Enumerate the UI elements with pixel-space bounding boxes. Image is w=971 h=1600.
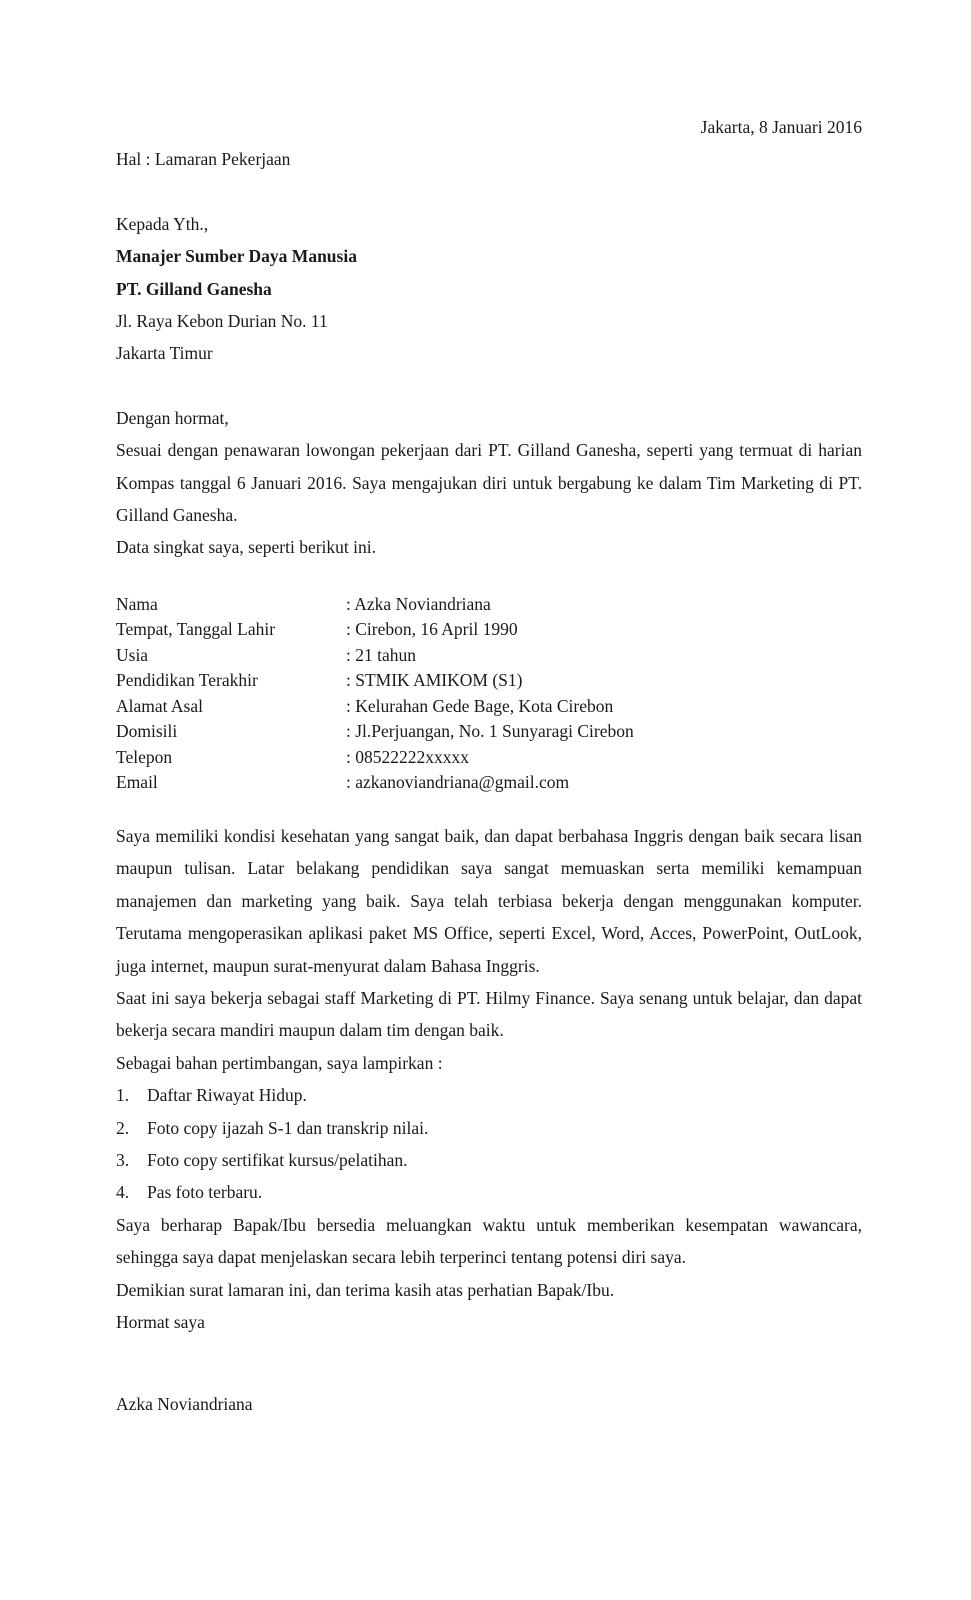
spacer (116, 564, 862, 592)
personal-data-value: : 21 tahun (346, 644, 416, 665)
personal-data-label: Email (116, 772, 158, 793)
closing-paragraph: Demikian surat lamaran ini, dan terima kasih atas perhatian Bapak/Ibu. (116, 1279, 615, 1300)
list-item-number: 2. (116, 1117, 130, 1138)
recipient-city: Jakarta Timur (116, 343, 213, 364)
attachments-list (116, 1079, 862, 1209)
work-paragraph: Saat ini saya bekerja sebagai staff Marketing di PT. Hilmy Finance. Saya senang untuk belajar, dan dapat bekerja secara mandiri maupun dalam tim dengan baik. (116, 987, 862, 1041)
closing: Hormat saya (116, 1311, 205, 1332)
list-item-text: Pas foto terbaru. (147, 1182, 263, 1203)
list-item-text: Daftar Riwayat Hidup. (147, 1085, 307, 1106)
list-item (116, 1176, 862, 1208)
spacer (116, 176, 862, 208)
personal-data-row (116, 617, 634, 643)
personal-data-label: Domisili (116, 721, 178, 742)
personal-data-row (116, 719, 634, 745)
recipient-street: Jl. Raya Kebon Durian No. 11 (116, 311, 328, 332)
recipient-company: PT. Gilland Ganesha (116, 278, 272, 299)
personal-data-label: Usia (116, 644, 149, 665)
personal-data-label: Tempat, Tanggal Lahir (116, 619, 276, 640)
recipient-greeting: Kepada Yth., (116, 213, 209, 234)
personal-data-value: : azkanoviandriana@gmail.com (346, 772, 570, 793)
personal-data-label: Nama (116, 593, 158, 614)
skills-paragraph: Saya memiliki kondisi kesehatan yang sangat baik, dan dapat berbahasa Inggris dengan baik secara lisan maupun tulisan. Latar belakang pendidikan saya sangat memuaskan serta memiliki kemampuan manajemen dan marketing yang baik. Saya telah terbiasa bekerja dengan menggunakan komputer. Terutama mengoperasikan aplikasi paket MS Office, seperti Excel, Word, Acces, PowerPoint, OutLook, juga internet, maupun surat-menyurat dalam Bahasa Inggris. (116, 825, 862, 976)
letter-page (116, 111, 862, 1421)
hope-paragraph: Saya berharap Bapak/Ibu bersedia meluangkan waktu untuk memberikan kesempatan wawancara, sehingga saya dapat menjelaskan secara lebih terperinci tentang potensi diri saya. (116, 1214, 862, 1268)
list-item (116, 1112, 862, 1144)
salutation: Dengan hormat, (116, 407, 229, 428)
personal-data-row (116, 668, 634, 694)
personal-data-row (116, 745, 634, 771)
personal-data-label: Telepon (116, 746, 173, 767)
personal-data-value: : Kelurahan Gede Bage, Kota Cirebon (346, 695, 614, 716)
list-item-number: 3. (116, 1149, 130, 1170)
personal-data-value: : Jl.Perjuangan, No. 1 Sunyaragi Cirebon (346, 721, 634, 742)
personal-data-table (116, 592, 634, 796)
data-intro: Data singkat saya, seperti berikut ini. (116, 537, 376, 558)
list-item-text: Foto copy ijazah S-1 dan transkrip nilai. (147, 1117, 429, 1138)
list-item-number: 4. (116, 1182, 130, 1203)
recipient-block (116, 208, 862, 370)
signature-space (116, 1338, 862, 1388)
personal-data-value: : 08522222xxxxx (346, 746, 469, 767)
attachments-intro: Sebagai bahan pertimbangan, saya lampirkan : (116, 1052, 443, 1073)
personal-data-value: : Cirebon, 16 April 1990 (346, 619, 518, 640)
letter-subject: Hal : Lamaran Pekerjaan (116, 149, 291, 170)
personal-data-row (116, 643, 634, 669)
signature-name: Azka Noviandriana (116, 1394, 253, 1415)
personal-data-value: : STMIK AMIKOM (S1) (346, 670, 523, 691)
personal-data-value: : Azka Noviandriana (346, 593, 491, 614)
spacer (116, 370, 862, 402)
list-item-number: 1. (116, 1085, 130, 1106)
personal-data-row (116, 770, 634, 796)
list-item (116, 1144, 862, 1176)
list-item (116, 1079, 862, 1111)
personal-data-label: Pendidikan Terakhir (116, 670, 258, 691)
spacer (116, 796, 862, 820)
personal-data-row (116, 592, 634, 618)
recipient-position: Manajer Sumber Daya Manusia (116, 246, 357, 267)
list-item-text: Foto copy sertifikat kursus/pelatihan. (147, 1149, 408, 1170)
intro-paragraph: Sesuai dengan penawaran lowongan pekerjaan dari PT. Gilland Ganesha, seperti yang termuat di harian Kompas tanggal 6 Januari 2016. Saya mengajukan diri untuk bergabung ke dalam Tim Marketing di PT. Gilland Ganesha. (116, 440, 862, 526)
letter-date: Jakarta, 8 Januari 2016 (700, 117, 862, 137)
personal-data-label: Alamat Asal (116, 695, 203, 716)
personal-data-row (116, 694, 634, 720)
